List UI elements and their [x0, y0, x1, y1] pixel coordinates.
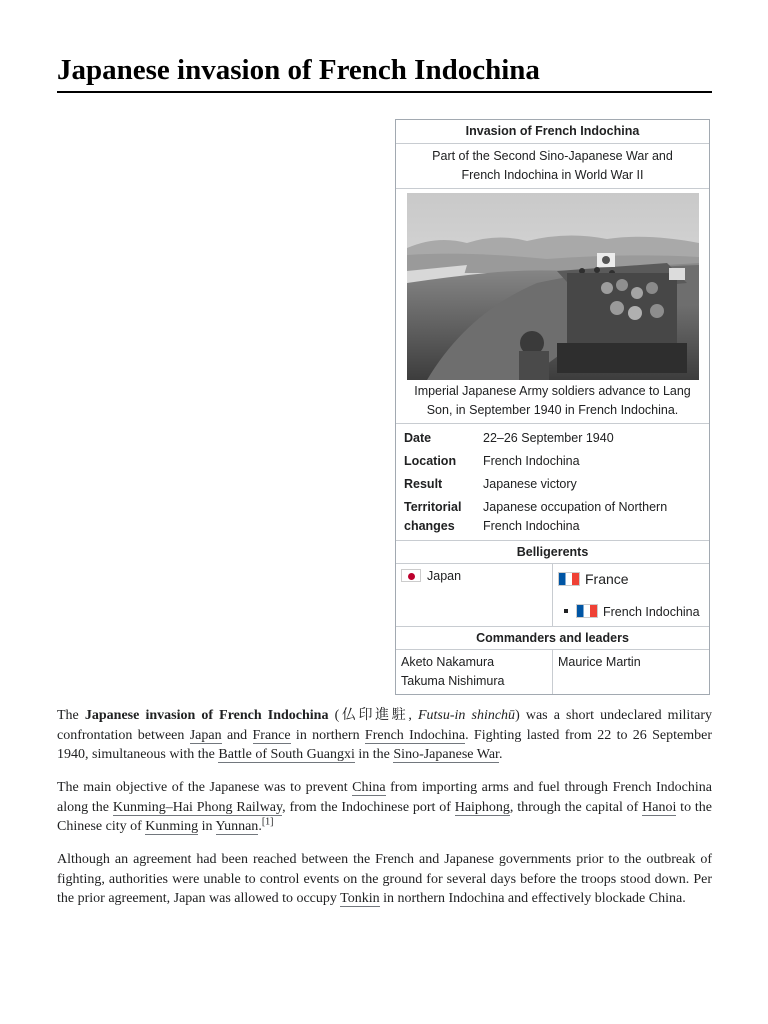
part-of-prefix: Part of the — [432, 149, 494, 163]
location-value[interactable]: French Indochina — [483, 454, 580, 468]
infobox — [395, 119, 710, 695]
intro-text: . Fighting lasted from 22 to 26 September 1940, simultaneous with the — [57, 727, 712, 762]
infobox-part-of — [396, 144, 709, 189]
objective-text: in — [198, 819, 216, 834]
commanders-header: Commanders and leaders — [396, 627, 709, 650]
infobox-photo-caption: Imperial Japanese Army soldiers advance to Lang Son, in September 1940 in French Indochina. — [396, 380, 709, 424]
part-of-link-french-indochina-ww2[interactable]: French Indochina in World War II — [461, 168, 644, 182]
belligerent-french-indochina-link[interactable]: French Indochina — [603, 605, 700, 619]
part-of-and: and — [648, 149, 673, 163]
citation-ref-1[interactable]: [1] — [261, 816, 274, 828]
intro-text: ( — [328, 708, 340, 723]
date-label: Date — [404, 431, 432, 445]
infobox-row-location — [396, 450, 709, 473]
part-of-link-sino-japanese-war[interactable]: Second Sino-Japanese War — [493, 149, 649, 163]
link-china[interactable]: China — [352, 780, 386, 795]
result-value: Japanese victory — [483, 477, 577, 491]
japan-flag-icon[interactable] — [401, 569, 421, 582]
link-hanoi[interactable]: Hanoi — [642, 799, 677, 815]
intro-text: ) was a short undeclared military confrontation between — [57, 708, 713, 743]
objective-text: , from the Indochinese port of — [282, 799, 455, 815]
link-kunming[interactable]: Kunming — [145, 819, 199, 834]
belligerents-row — [396, 564, 709, 627]
paragraph-objective — [57, 778, 712, 837]
belligerent-japan-link[interactable]: Japan — [427, 569, 462, 583]
belligerent-japan — [396, 564, 552, 626]
commander-akeo-nakamura[interactable]: Aketo Nakamura — [401, 655, 495, 669]
link-kunming-hai-phong-railway[interactable]: Kunming–Hai Phong Railway — [112, 799, 283, 815]
agreement-text: Although an agreement had been reached between the French and Japanese governments prior to the outbreak of fighting, authorities were unable to control events on the ground for several days before the troops stood down. Per the prior agreement, Japan was allowed to occupy — [57, 852, 712, 906]
intro-text: , — [408, 708, 418, 723]
belligerent-france — [552, 564, 709, 626]
commanders-japan — [396, 650, 552, 694]
infobox-photo[interactable] — [407, 193, 699, 380]
link-haiphong[interactable]: Haiphong — [454, 799, 510, 815]
infobox-header: Invasion of French Indochina — [396, 120, 709, 144]
agreement-text: in northern Indochina and effectively blockade China. — [379, 891, 686, 906]
date-value: 22–26 September 1940 — [483, 431, 614, 445]
infobox-row-result — [396, 473, 709, 496]
list-bullet-icon — [564, 609, 568, 613]
objective-text: from importing arms and fuel through French Indochina along the — [57, 780, 712, 815]
intro-romaji: Futsu-in shinchū — [417, 708, 516, 723]
territorial-changes-value: Japanese occupation of Northern French Indochina — [483, 500, 668, 533]
intro-text: . — [498, 747, 503, 762]
infobox-facts — [396, 424, 709, 541]
commander-maurice-martin[interactable]: Maurice Martin — [558, 655, 641, 669]
intro-text: in northern — [290, 727, 365, 743]
intro-text: and — [221, 727, 253, 743]
belligerent-france-link[interactable]: France — [585, 571, 629, 587]
title-divider — [57, 91, 712, 93]
intro-bold-title: Japanese invasion of French Indochina — [84, 708, 329, 723]
infobox-row-date — [396, 427, 709, 450]
page-title: Japanese invasion of French Indochina — [57, 54, 540, 86]
objective-text: The main objective of the Japanese was to prevent — [57, 780, 353, 795]
territorial-changes-label: Territorial changes — [404, 500, 462, 533]
belligerents-header: Belligerents — [396, 541, 709, 564]
result-label: Result — [404, 477, 443, 491]
intro-text: The — [57, 708, 85, 723]
intro-kanji: 仏印進駐 — [339, 708, 409, 723]
link-tonkin[interactable]: Tonkin — [340, 891, 380, 906]
paragraph-intro — [57, 706, 712, 765]
infobox-row-territorial-changes — [396, 496, 709, 538]
link-france[interactable]: France — [252, 727, 291, 743]
link-sino-japanese-war[interactable]: Sino-Japanese War — [393, 747, 499, 762]
objective-text: to the Chinese city of — [57, 799, 712, 834]
commander-takuma-nishimura[interactable]: Takuma Nishimura — [401, 674, 505, 688]
location-label: Location — [404, 454, 457, 468]
commanders-france — [552, 650, 709, 694]
france-flag-icon[interactable] — [558, 572, 580, 586]
french-indochina-flag-icon[interactable] — [576, 604, 598, 618]
link-japan[interactable]: Japan — [189, 727, 222, 743]
objective-text: , through the capital of — [509, 799, 643, 815]
link-battle-of-south-guangxi[interactable]: Battle of South Guangxi — [218, 747, 355, 762]
link-yunnan[interactable]: Yunnan — [215, 819, 259, 834]
commanders-row — [396, 650, 709, 694]
link-french-indochina[interactable]: French Indochina — [364, 727, 466, 743]
objective-text: . — [258, 819, 262, 834]
paragraph-agreement — [57, 850, 712, 909]
intro-text: in the — [354, 747, 394, 762]
